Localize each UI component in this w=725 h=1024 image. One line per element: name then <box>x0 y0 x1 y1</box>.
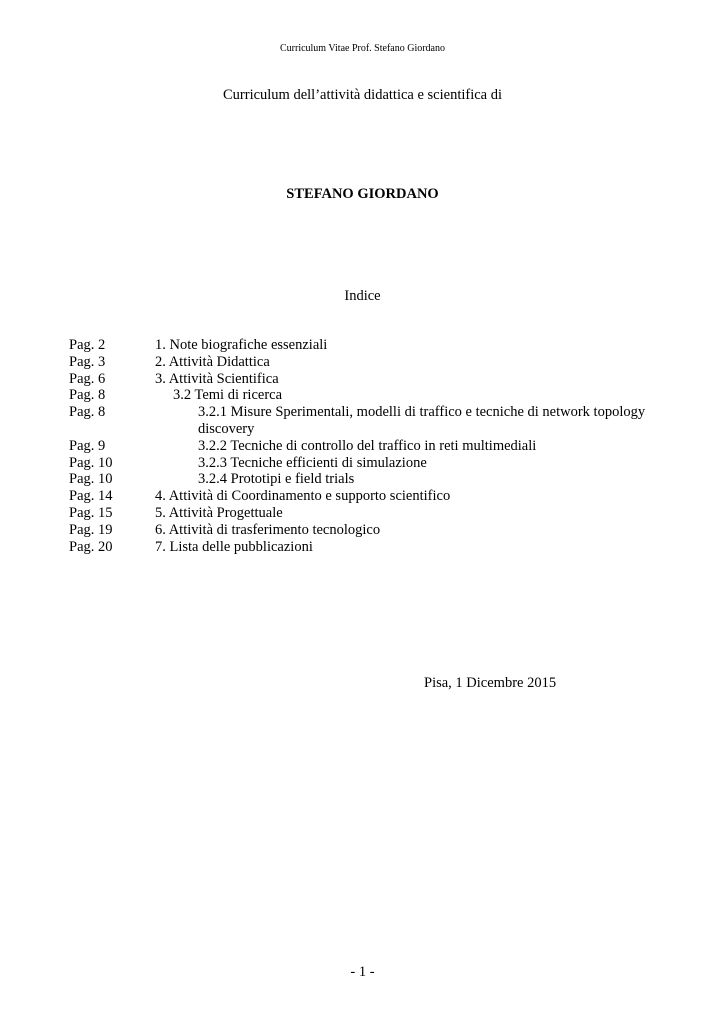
place-date: Pisa, 1 Dicembre 2015 <box>424 675 557 691</box>
toc-page-ref: Pag. 8 <box>69 404 106 421</box>
toc-entry: 4. Attività di Coordinamento e supporto scientifico <box>155 488 451 505</box>
toc-row <box>69 505 659 522</box>
toc-row <box>69 522 659 539</box>
toc-row <box>69 354 659 371</box>
toc-row <box>69 539 659 556</box>
toc-row <box>69 488 659 505</box>
toc-page-ref: Pag. 14 <box>69 488 113 505</box>
toc-page-ref: Pag. 2 <box>69 337 106 353</box>
toc-row <box>69 404 659 438</box>
toc-page-ref: Pag. 10 <box>69 454 113 471</box>
document-subtitle: Curriculum dell’attività didattica e scientifica di <box>222 87 503 103</box>
author-name: STEFANO GIORDANO <box>286 186 439 202</box>
running-header: Curriculum Vitae Prof. Stefano Giordano <box>279 43 445 54</box>
toc-entry: 3. Attività Scientifica <box>155 370 279 387</box>
table-of-contents <box>69 337 659 555</box>
toc-entry: 3.2.3 Tecniche efficienti di simulazione <box>198 454 427 471</box>
toc-entry: 3.2.4 Prototipi e field trials <box>198 471 355 488</box>
toc-row <box>69 455 659 472</box>
page-number: - 1 - <box>350 964 375 980</box>
toc-page-ref: Pag. 9 <box>69 437 106 454</box>
toc-entry: 7. Lista delle pubblicazioni <box>155 538 313 555</box>
toc-entry: 2. Attività Didattica <box>155 353 270 370</box>
toc-row <box>69 371 659 388</box>
toc-row <box>69 387 659 404</box>
toc-row <box>69 337 659 354</box>
toc-page-ref: Pag. 19 <box>69 521 113 538</box>
toc-entry: 5. Attività Progettuale <box>155 504 283 521</box>
toc-entry: 6. Attività di trasferimento tecnologico <box>155 521 381 538</box>
toc-page-ref: Pag. 20 <box>69 538 113 555</box>
toc-page-ref: Pag. 3 <box>69 353 106 370</box>
toc-entry: 3.2 Temi di ricerca <box>173 387 283 404</box>
toc-entry: 3.2.2 Tecniche di controllo del traffico in reti multimediali <box>198 437 537 454</box>
toc-entry: 3.2.1 Misure Sperimentali, modelli di traffico e tecniche di network topology discovery <box>198 404 646 437</box>
toc-page-ref: Pag. 6 <box>69 370 106 387</box>
toc-page-ref: Pag. 8 <box>69 387 106 404</box>
toc-page-ref: Pag. 15 <box>69 504 113 521</box>
toc-entry: 1. Note biografiche essenziali <box>155 337 328 353</box>
toc-row <box>69 438 659 455</box>
index-title: Indice <box>344 288 381 304</box>
toc-page-ref: Pag. 10 <box>69 471 113 488</box>
toc-row <box>69 471 659 488</box>
